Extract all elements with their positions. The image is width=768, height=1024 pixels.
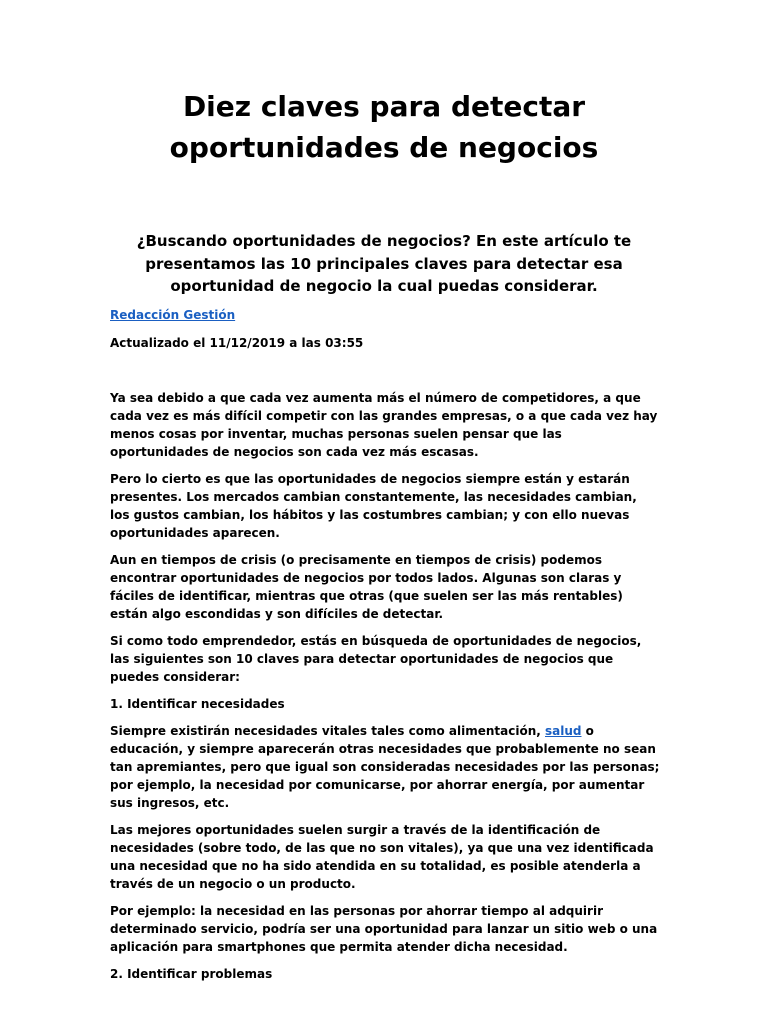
paragraph-6: Las mejores oportunidades suelen surgir a través de la identificación de necesidades (sobre todo, de las que no son vitales), ya que una vez identificada una necesidad que no ha sido atendida en su totalidad, es posible atenderla a través de un negocio o un producto. <box>110 823 654 891</box>
paragraph-5-end: o educación, y siempre aparecerán otras necesidades que probablemente no sean tan apremiantes, pero que igual son consideradas necesidades por las personas; por ejemplo, la necesidad por comunicarse, por ahorrar energía, por aumentar sus ingresos, etc. <box>110 724 660 810</box>
paragraph-7: Por ejemplo: la necesidad en las personas por ahorrar tiempo al adquirir determinado servicio, podría ser una oportunidad para lanzar un sitio web o una aplicación para smartphones que permita atender dicha necesidad. <box>110 904 658 954</box>
article-subtitle: ¿Buscando oportunidades de negocios? En este artículo te presentamos las 10 principales claves para detectar esa oportunidad de negocio la cual puedas considerar. <box>136 232 632 295</box>
page-title <box>100 86 668 168</box>
article-body <box>110 389 660 992</box>
salud-link[interactable]: salud <box>545 724 582 738</box>
section-heading-1: 1. Identificar necesidades <box>110 697 285 711</box>
title-line-2: oportunidades de negocios <box>169 131 599 164</box>
paragraph-5-start: Siempre existirán necesidades vitales tales como alimentación, <box>110 724 545 738</box>
author-link[interactable]: Redacción Gestión <box>110 308 236 322</box>
paragraph-1: Ya sea debido a que cada vez aumenta más el número de competidores, a que cada vez es más difícil competir con las grandes empresas, o a que cada vez hay menos cosas por inventar, muchas personas suelen pensar que las oportunidades de negocios son cada vez más escasas. <box>110 391 658 459</box>
title-line-1: Diez claves para detectar <box>182 90 586 123</box>
section-heading-2: 2. Identificar problemas <box>110 967 273 981</box>
byline <box>110 307 235 324</box>
paragraph-2: Pero lo cierto es que las oportunidades de negocios siempre están y estarán presentes. Los mercados cambian constantemente, las necesidades cambian, los gustos cambian, los hábitos y las costumbres cambian; y con ello nuevas oportunidades aparecen. <box>110 472 637 540</box>
paragraph-4: Si como todo emprendedor, estás en búsqueda de oportunidades de negocios, las siguientes son 10 claves para detectar oportunidades de negocios que puedes considerar: <box>110 634 642 684</box>
paragraph-5 <box>110 722 660 812</box>
paragraph-3: Aun en tiempos de crisis (o precisamente en tiempos de crisis) podemos encontrar oportunidades de negocios por todos lados. Algunas son claras y fáciles de identificar, mientras que otras (que suelen ser las más rentables) están algo escondidas y son difíciles de detectar. <box>110 553 623 621</box>
updated-timestamp: Actualizado el 11/12/2019 a las 03:55 <box>110 336 364 350</box>
